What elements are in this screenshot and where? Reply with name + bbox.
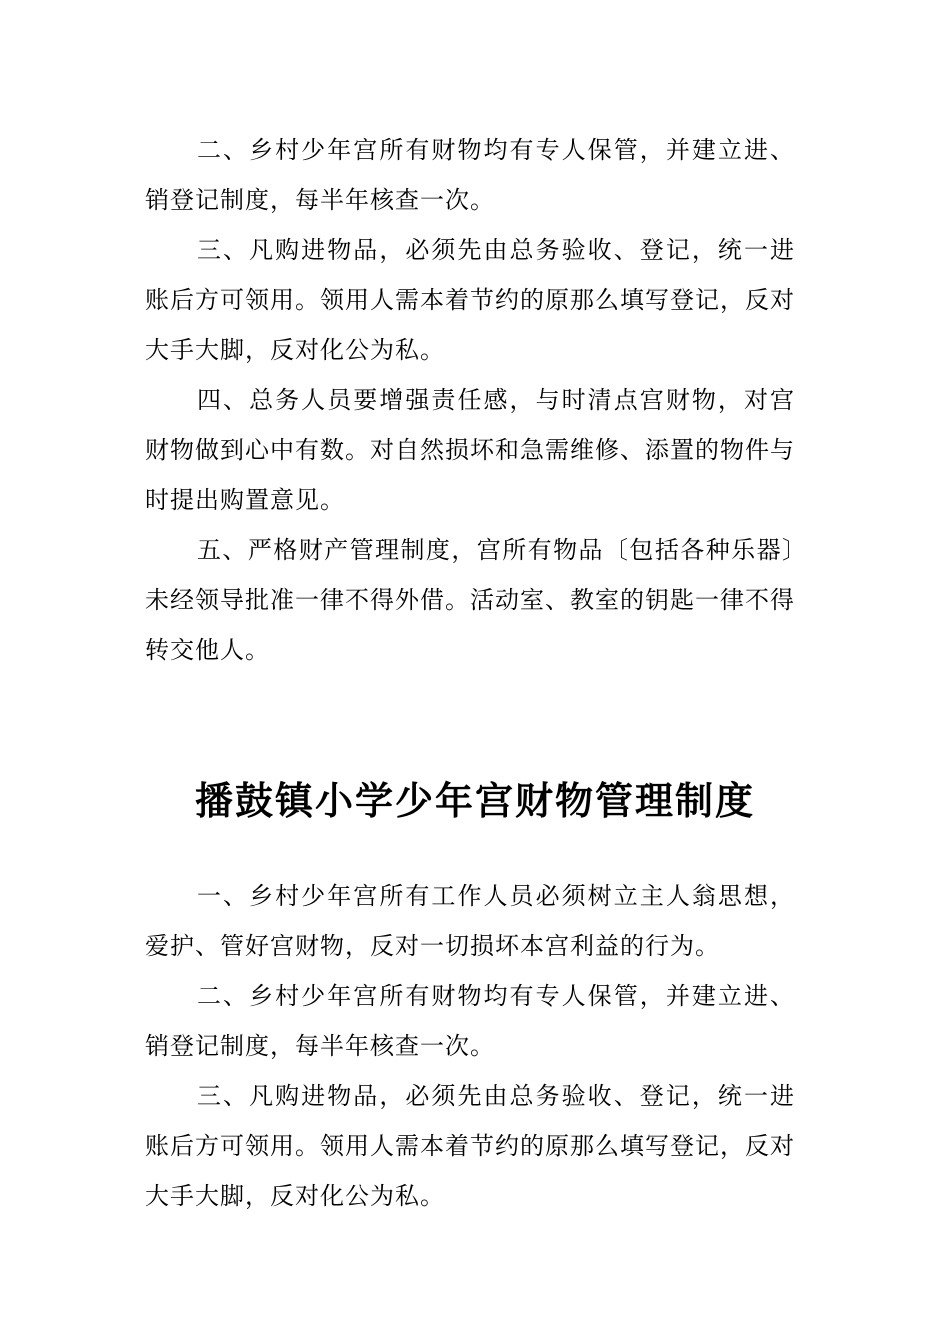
- document-title: 播鼓镇小学少年宫财物管理制度: [194, 779, 755, 823]
- paragraph-2: 二、乡村少年宫所有财物均有专人保管，并建立进、销登记制度，每半年核查一次。: [145, 136, 795, 214]
- paragraph-2: 二、乡村少年宫所有财物均有专人保管，并建立进、销登记制度，每半年核查一次。: [145, 982, 795, 1060]
- paragraph-4: 四、总务人员要增强责任感，与时清点宫财物，对宫财物做到心中有数。对自然损坏和急需维修、添置的物件与时提出购置意见。: [145, 386, 795, 514]
- paragraph-1: 一、乡村少年宫所有工作人员必须树立主人翁思想，爱护、管好宫财物，反对一切损坏本宫利益的行为。: [145, 882, 795, 960]
- paragraph-3: 三、凡购进物品，必须先由总务验收、登记，统一进账后方可领用。领用人需本着节约的原那么填写登记，反对大手大脚，反对化公为私。: [145, 1082, 795, 1210]
- paragraph-5: 五、严格财产管理制度，宫所有物品〔包括各种乐器〕未经领导批准一律不得外借。活动室、教室的钥匙一律不得转交他人。: [145, 536, 795, 664]
- bottom-section: [145, 871, 795, 1221]
- paragraph-3: 三、凡购进物品，必须先由总务验收、登记，统一进账后方可领用。领用人需本着节约的原那么填写登记，反对大手大脚，反对化公为私。: [145, 236, 795, 364]
- top-section: [145, 125, 795, 675]
